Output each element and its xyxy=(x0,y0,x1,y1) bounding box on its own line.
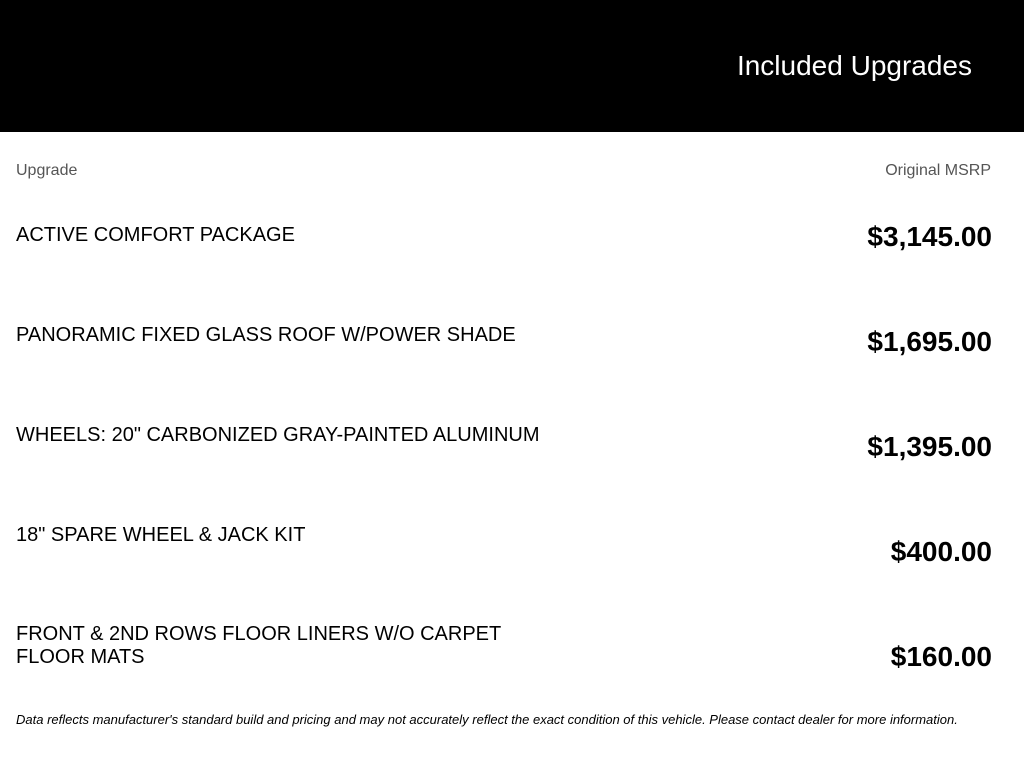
table-row xyxy=(16,324,992,414)
disclaimer-footnote: Data reflects manufacturer's standard build and pricing and may not accurately reflect the exact condition of this vehicle. Please contact dealer for more information. xyxy=(16,712,958,727)
upgrade-price: $1,395.00 xyxy=(867,431,992,462)
table-row xyxy=(16,623,992,713)
upgrade-name: 18" SPARE WHEEL & JACK KIT xyxy=(16,524,306,546)
table-column-headers xyxy=(16,161,992,181)
upgrade-name: WHEELS: 20" CARBONIZED GRAY-PAINTED ALUMINUM xyxy=(16,424,540,446)
upgrade-name: PANORAMIC FIXED GLASS ROOF W/POWER SHADE xyxy=(16,324,516,346)
page-title: Included Upgrades xyxy=(736,50,972,81)
column-header-msrp: Original MSRP xyxy=(885,162,991,179)
upgrade-price: $400.00 xyxy=(890,536,992,567)
upgrade-price: $1,695.00 xyxy=(867,326,992,357)
upgrade-name: FRONT & 2ND ROWS FLOOR LINERS W/O CARPET FLOOR MATS xyxy=(16,623,501,668)
table-row xyxy=(16,424,992,514)
upgrade-price: $160.00 xyxy=(890,641,992,672)
column-header-upgrade: Upgrade xyxy=(16,162,78,179)
table-row xyxy=(16,221,992,314)
header-banner xyxy=(0,0,1024,132)
upgrade-price: $3,145.00 xyxy=(867,221,992,252)
upgrade-name: ACTIVE COMFORT PACKAGE xyxy=(16,224,295,246)
table-row xyxy=(16,524,992,614)
